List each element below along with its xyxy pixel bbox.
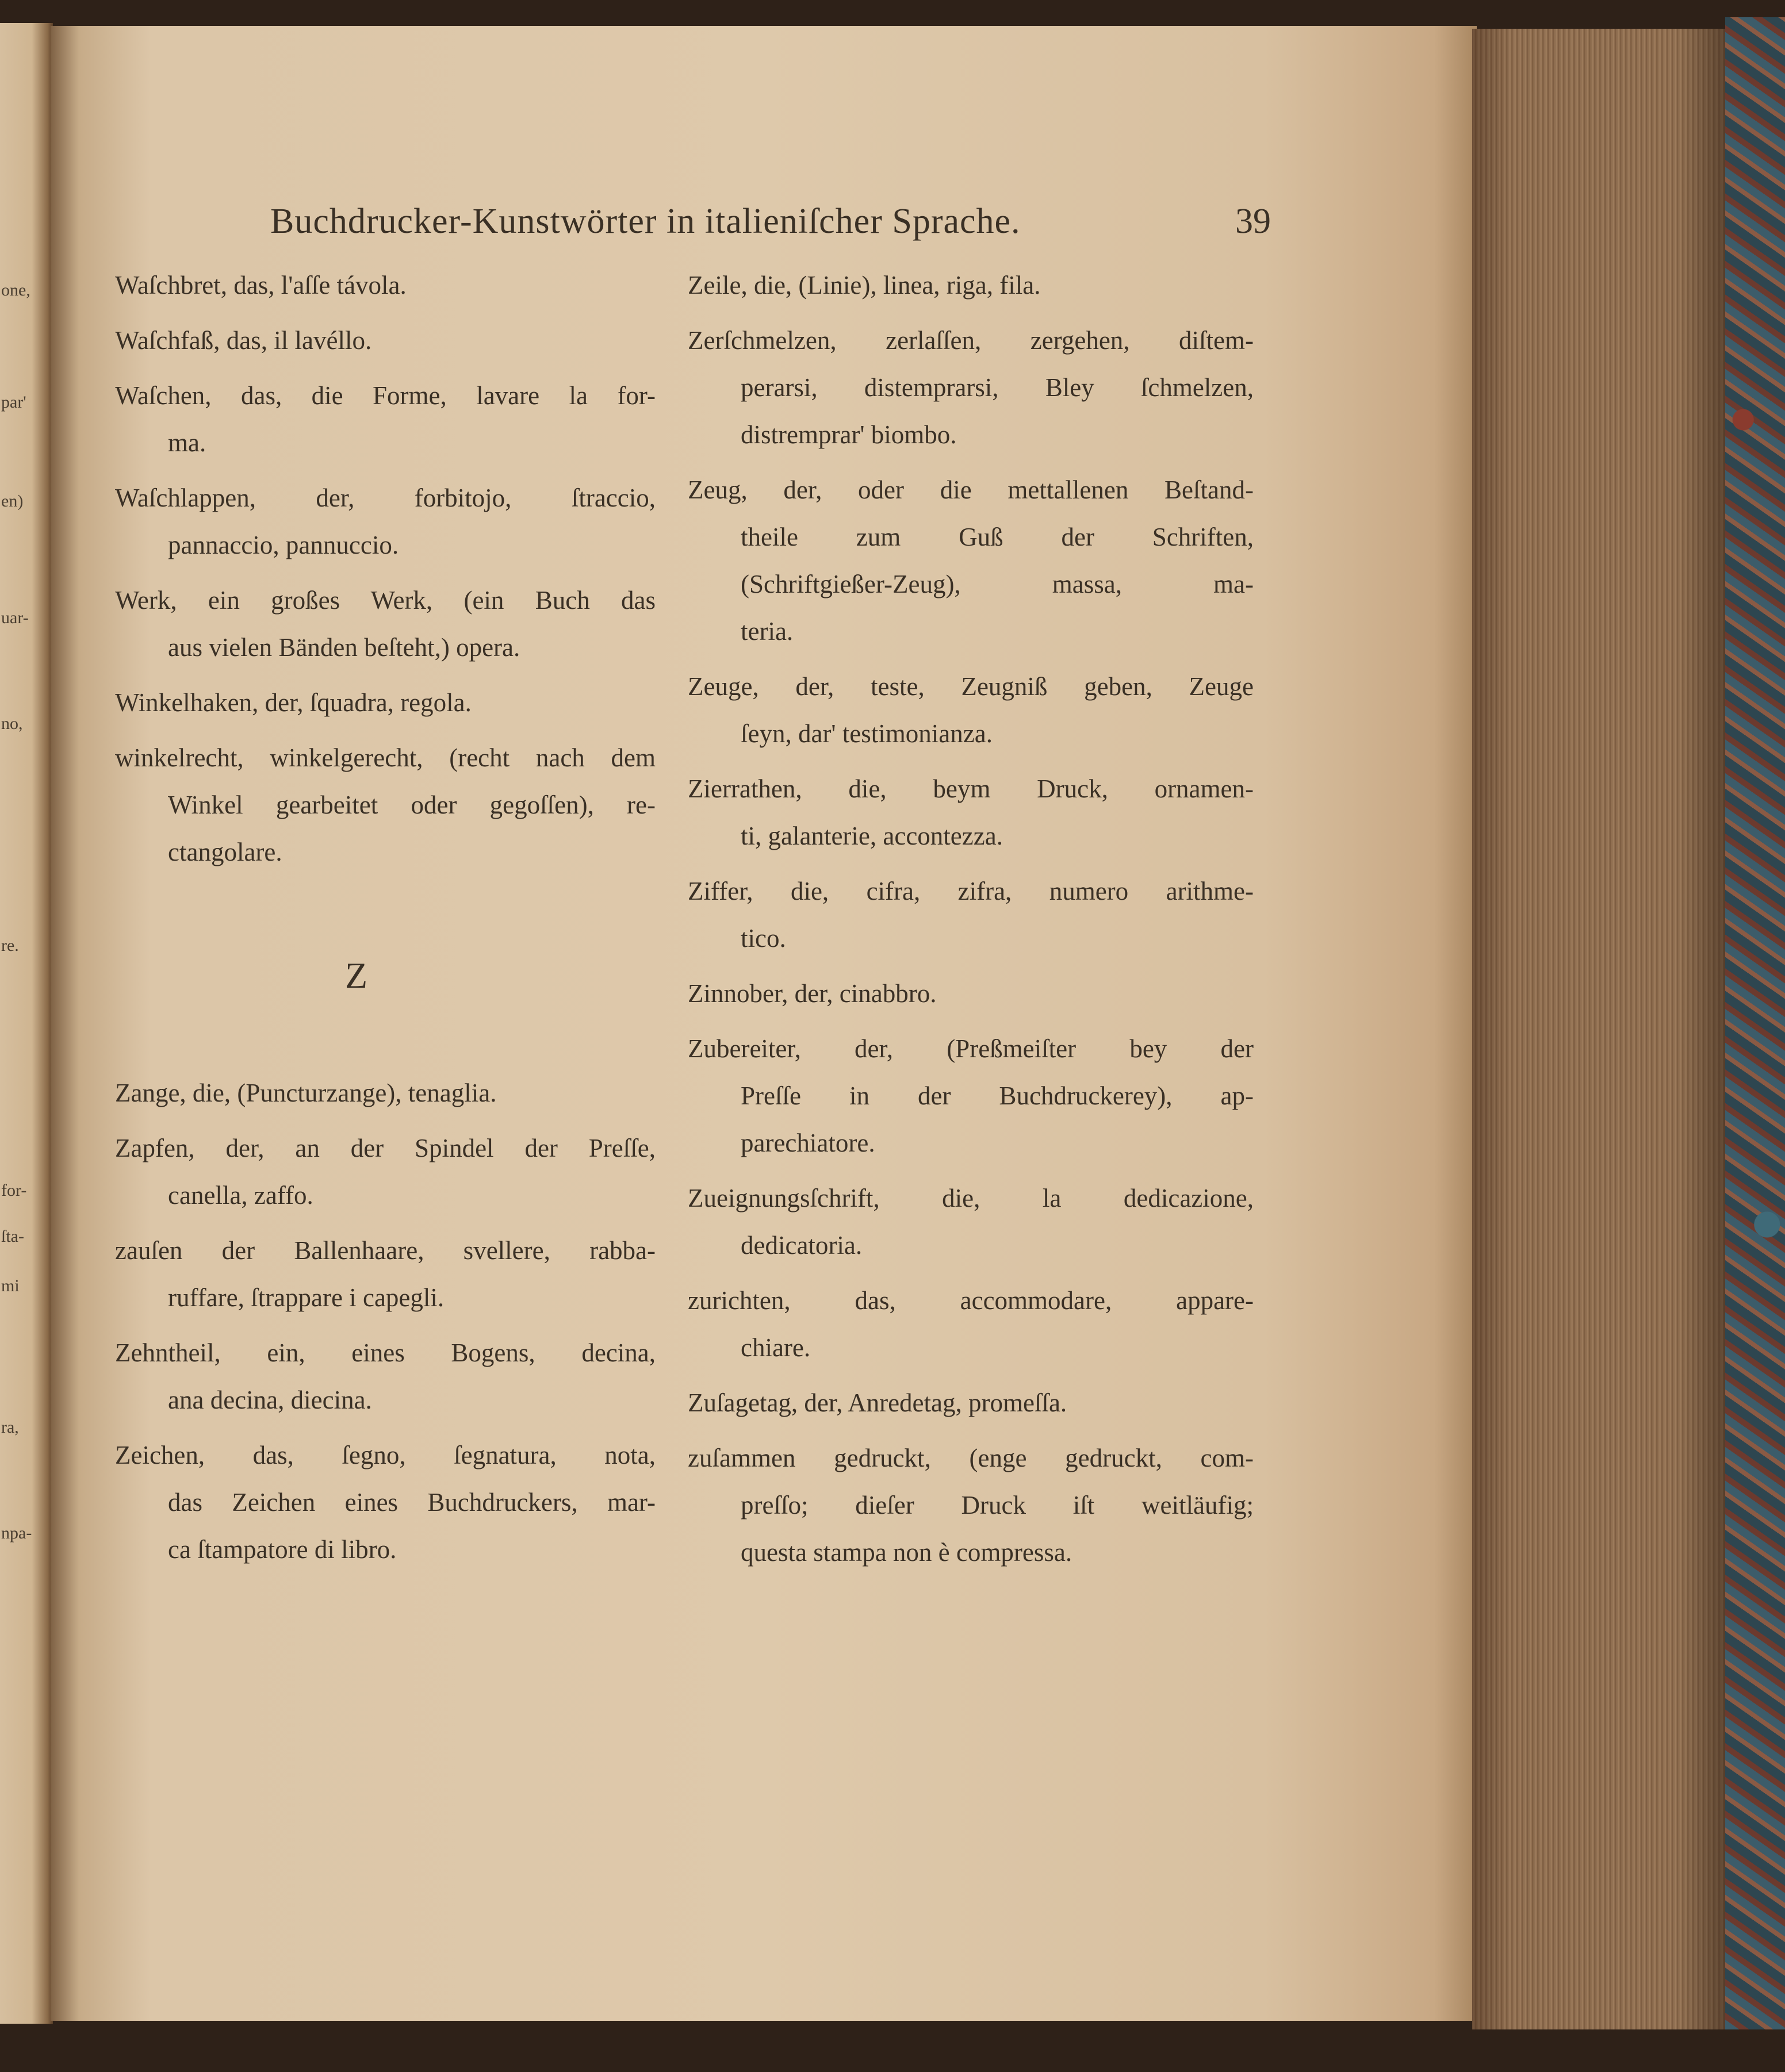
entry-line: ſeyn, dar' testimonianza. (741, 719, 993, 748)
entry-line: distremprar' biombo. (741, 420, 957, 449)
dictionary-entry (115, 734, 656, 876)
entry-line: questa stampa non è compressa. (741, 1538, 1072, 1567)
dictionary-entry (115, 1432, 656, 1573)
dictionary-entry (688, 1025, 1254, 1167)
dictionary-entry (115, 577, 656, 671)
entry-line: ana decina, diecina. (168, 1386, 372, 1414)
marbled-cover (1725, 17, 1785, 2029)
entry-line: Zange, die, (Puncturzange), tenaglia. (115, 1079, 497, 1107)
dictionary-entry (688, 1379, 1254, 1426)
entry-line: ctangolare. (168, 838, 282, 866)
margin-fragment: en) (1, 492, 24, 511)
dictionary-entry (688, 317, 1254, 458)
dictionary-entry (688, 868, 1254, 962)
page-number: 39 (1235, 202, 1271, 241)
dictionary-entry (115, 1227, 656, 1321)
entry-line: dedicatoria. (741, 1231, 863, 1260)
margin-fragment: par' (1, 393, 26, 412)
entry-line: Zeug, der, oder die mettallenen Beſtand- (688, 475, 1254, 504)
running-header (270, 201, 1271, 247)
entry-line: Zehntheil, ein, eines Bogens, decina, (115, 1338, 656, 1367)
entry-line: Zeichen, das, ſegno, ſegnatura, nota, (115, 1441, 656, 1469)
entry-line: ma. (168, 428, 206, 457)
entry-line: Ziffer, die, cifra, zifra, numero arithme- (688, 877, 1254, 905)
entry-line: Winkel gearbeitet oder gegoſſen), re- (168, 791, 656, 819)
dictionary-entry (688, 1175, 1254, 1269)
entry-line: Waſchlappen, der, forbitojo, ſtraccio, (115, 484, 656, 512)
entry-line: Preſſe in der Buchdruckerey), ap- (741, 1081, 1254, 1110)
entry-line: Winkelhaken, der, ſquadra, regola. (115, 688, 472, 717)
entry-line: tico. (741, 924, 786, 953)
right-column (688, 262, 1254, 1584)
entry-line: Waſchen, das, die Forme, lavare la for- (115, 381, 656, 410)
left-column-bottom (115, 1069, 656, 1581)
entry-line: perarsi, distemprarsi, Bley ſchmelzen, (741, 373, 1254, 402)
margin-fragment: ra, (1, 1418, 19, 1437)
dictionary-entry (115, 317, 656, 364)
dictionary-entry (115, 262, 656, 309)
entry-line: Waſchbret, das, l'aſſe távola. (115, 271, 407, 300)
entry-line: ruffare, ſtrappare i capegli. (168, 1283, 445, 1312)
entry-line: Zeuge, der, teste, Zeugniß geben, Zeuge (688, 672, 1254, 701)
margin-fragment: re. (1, 936, 19, 955)
entry-line: das Zeichen eines Buchdruckers, mar- (168, 1488, 656, 1517)
dictionary-entry (688, 466, 1254, 655)
dictionary-entry (688, 262, 1254, 309)
entry-line: Zueignungsſchrift, die, la dedicazione, (688, 1184, 1254, 1212)
entry-line: Waſchfaß, das, il lavéllo. (115, 326, 372, 355)
entry-line: Zierrathen, die, beym Druck, ornamen- (688, 774, 1254, 803)
entry-line: Zuſagetag, der, Anredetag, promeſſa. (688, 1388, 1067, 1417)
dictionary-entry (688, 663, 1254, 757)
left-column-top (115, 262, 656, 884)
dictionary-entry (115, 1329, 656, 1423)
section-letter: Z (345, 955, 368, 996)
entry-line: theile zum Guß der Schriften, (741, 523, 1254, 551)
margin-fragment: npa- (1, 1524, 32, 1543)
entry-line: Werk, ein großes Werk, (ein Buch das (115, 586, 656, 615)
entry-line: Zinnober, der, cinabbro. (688, 979, 937, 1008)
dictionary-entry (115, 679, 656, 726)
dictionary-entry (115, 1125, 656, 1219)
entry-line: winkelrecht, winkelgerecht, (recht nach dem (115, 743, 656, 772)
margin-fragment: uar- (1, 608, 29, 627)
entry-line: zauſen der Ballenhaare, svellere, rabba- (115, 1236, 656, 1265)
entry-line: parechiatore. (741, 1129, 875, 1157)
margin-fragment: one, (1, 281, 30, 300)
dictionary-entry (688, 1277, 1254, 1371)
entry-line: pannaccio, pannuccio. (168, 531, 399, 559)
entry-line: chiare. (741, 1333, 811, 1362)
margin-fragment: mi (1, 1276, 20, 1295)
dictionary-entry (688, 765, 1254, 860)
entry-line: preſſo; dieſer Druck iſt weitläufig; (741, 1491, 1254, 1520)
entry-line: zurichten, das, accommodare, appare- (688, 1286, 1254, 1315)
dictionary-entry (688, 970, 1254, 1017)
entry-line: Zeile, die, (Linie), linea, riga, fila. (688, 271, 1041, 300)
margin-fragment: for- (1, 1181, 27, 1200)
entry-line: Zubereiter, der, (Preßmeiſter bey der (688, 1034, 1254, 1063)
entry-line: teria. (741, 617, 794, 646)
entry-line: aus vielen Bänden beſteht,) opera. (168, 633, 520, 662)
entry-line: Zapfen, der, an der Spindel der Preſſe, (115, 1134, 656, 1162)
entry-line: canella, zaffo. (168, 1181, 313, 1210)
dictionary-entry (115, 474, 656, 569)
page-edges-shadow (1472, 29, 1731, 2029)
previous-page-edge (0, 23, 53, 2024)
entry-line: Zerſchmelzen, zerlaſſen, zergehen, diſtem- (688, 326, 1254, 355)
header-title: Buchdrucker-Kunstwörter in italieniſcher Sprache. (270, 202, 1021, 241)
entry-line: ti, galanterie, accontezza. (741, 822, 1003, 850)
entry-line: zuſammen gedruckt, (enge gedruckt, com- (688, 1444, 1254, 1472)
margin-fragment: no, (1, 714, 23, 733)
margin-fragment: ſta- (1, 1227, 24, 1246)
dictionary-entry (115, 1069, 656, 1116)
entry-line: ca ſtampatore di libro. (168, 1535, 397, 1564)
dictionary-entry (115, 372, 656, 466)
entry-line: (Schriftgießer-Zeug), massa, ma- (741, 570, 1254, 598)
dictionary-entry (688, 1434, 1254, 1576)
